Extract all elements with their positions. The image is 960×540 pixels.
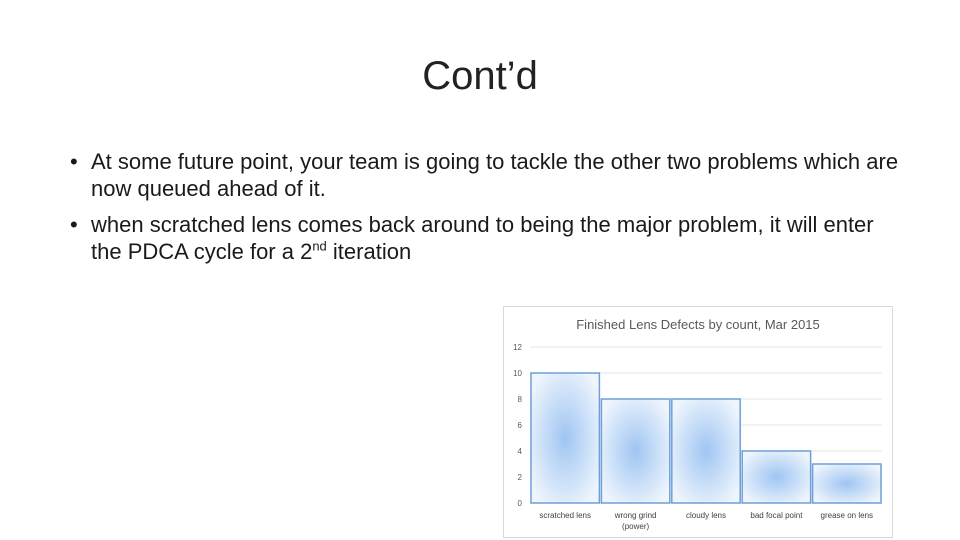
bar-cloudy-lens: [672, 399, 740, 503]
bullet-marker-icon: •: [70, 149, 78, 174]
y-tick-label: 12: [513, 343, 522, 352]
y-tick-label: 2: [517, 473, 522, 482]
bullet-text-end: iteration: [326, 239, 412, 264]
bar-chart-svg: [504, 307, 892, 537]
x-category-label: cloudy lens: [685, 511, 727, 520]
slide-title: Cont’d: [422, 54, 538, 98]
bar-grease-on-lens: [813, 464, 881, 503]
defects-chart: [503, 306, 893, 538]
chart-title: Finished Lens Defects by count, Mar 2015: [576, 317, 820, 332]
y-tick-label: 4: [517, 447, 522, 456]
y-tick-label: 0: [517, 499, 522, 508]
bar-bad-focal-point: [742, 451, 810, 503]
x-category-label: grease on lens: [820, 511, 874, 520]
x-category-label: wrong grind: [614, 511, 657, 520]
y-tick-label: 6: [517, 421, 522, 430]
bar-scratched-lens: [531, 373, 599, 503]
bullet-list: [70, 148, 910, 274]
y-tick-label: 8: [517, 395, 522, 404]
bullet-item: [70, 148, 910, 202]
bullet-text-main: when scratched lens comes back around to being the major problem, it will enter the PDCA cycle for a 2: [91, 212, 874, 264]
bullet-marker-icon: •: [70, 212, 78, 237]
y-tick-label: 10: [513, 369, 522, 378]
bullet-superscript: nd: [312, 238, 327, 254]
bullet-text: [91, 212, 874, 264]
x-category-label: bad focal point: [750, 511, 803, 520]
bar-wrong-grind-power-: [601, 399, 669, 503]
x-category-label: scratched lens: [539, 511, 591, 520]
x-category-label: (power): [622, 522, 650, 531]
bullet-text: At some future point, your team is going to tackle the other two problems which are now queued ahead of it.: [91, 149, 899, 201]
bullet-item: [70, 211, 910, 265]
